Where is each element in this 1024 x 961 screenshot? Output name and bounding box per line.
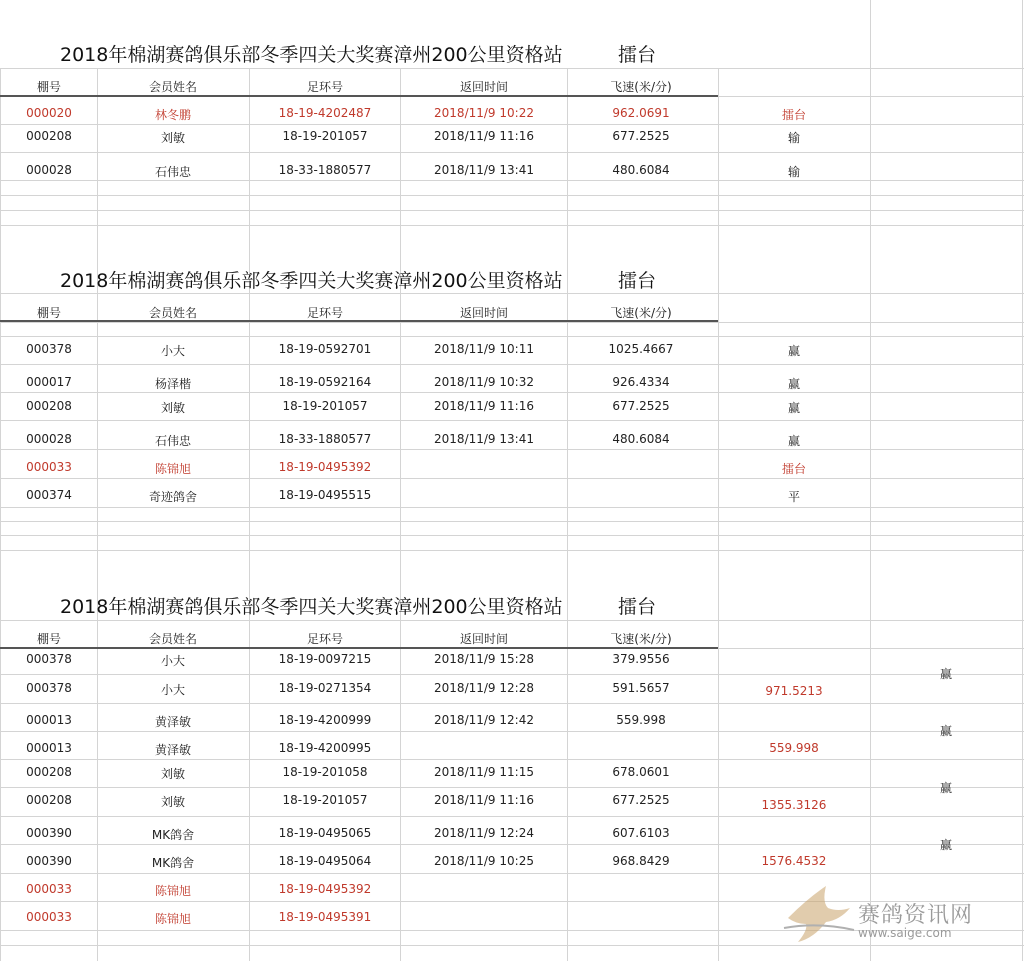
grid-column-line: [567, 68, 568, 961]
grid-row-line: [0, 124, 718, 125]
grid-row-line: [718, 210, 1024, 211]
table-cell-ring: 18-19-4200995: [278, 741, 372, 755]
table-cell-ring: 18-19-0495392: [278, 460, 372, 474]
grid-row-line: [0, 731, 718, 732]
grid-row-line: [0, 392, 718, 393]
table-cell-name: 陈锦旭: [154, 912, 192, 926]
table-cell-name: 石伟忠: [154, 165, 192, 179]
pigeon-icon: [778, 878, 858, 948]
grid-row-line: [0, 787, 718, 788]
grid-row-line: [0, 478, 718, 479]
table-cell-ring: 18-19-0592701: [278, 342, 372, 356]
grid-row-line: [0, 449, 718, 450]
grid-row-line: [718, 420, 1024, 421]
grid-row-line: [718, 152, 1024, 153]
grid-row-line: [0, 620, 718, 621]
header-underline: [0, 320, 718, 322]
grid-row-line: [0, 674, 718, 675]
table-cell-time: 2018/11/9 10:25: [434, 854, 534, 868]
pair-total-speed: 971.5213: [765, 684, 823, 698]
pair-total-speed: 1355.3126: [761, 798, 827, 812]
result-cell: 赢: [787, 401, 801, 415]
result-cell: 赢: [787, 434, 801, 448]
table-cell-ring: 18-19-201057: [282, 129, 368, 143]
pair-result: 赢: [939, 667, 953, 681]
result-cell: 赢: [787, 377, 801, 391]
grid-row-line: [718, 478, 1024, 479]
section-title: 2018年棉湖赛鸽俱乐部冬季四关大奖赛漳州200公里资格站: [60, 596, 563, 618]
table-cell-time: 2018/11/9 11:16: [434, 399, 534, 413]
column-header: 足环号: [306, 80, 344, 94]
table-cell-ring: 18-19-4200999: [278, 713, 372, 727]
table-cell-name: MK鸽舍: [151, 856, 195, 870]
column-header: 棚号: [36, 306, 62, 320]
grid-row-line: [718, 550, 1024, 551]
table-cell-ring: 18-19-0271354: [278, 681, 372, 695]
table-cell-ring: 18-19-0495391: [278, 910, 372, 924]
grid-row-line: [0, 535, 718, 536]
grid-row-line: [0, 152, 718, 153]
table-cell-shed: 000013: [26, 741, 72, 755]
table-cell-shed: 000033: [26, 460, 72, 474]
table-cell-time: 2018/11/9 12:24: [434, 826, 534, 840]
table-cell-speed: 480.6084: [612, 163, 670, 177]
table-cell-shed: 000028: [26, 163, 72, 177]
table-cell-time: 2018/11/9 12:42: [434, 713, 534, 727]
table-cell-ring: 18-19-201057: [282, 793, 368, 807]
table-cell-shed: 000020: [26, 106, 72, 120]
table-cell-name: 奇迹鸽舍: [148, 490, 198, 504]
table-cell-ring: 18-19-0592164: [278, 375, 372, 389]
grid-row-line: [718, 195, 1024, 196]
grid-row-line: [718, 322, 1024, 323]
column-header: 返回时间: [459, 80, 509, 94]
pair-result: 赢: [939, 781, 953, 795]
table-cell-ring: 18-19-0495515: [278, 488, 372, 502]
grid-column-line: [249, 68, 250, 961]
table-cell-speed: 677.2525: [612, 793, 670, 807]
column-header: 会员姓名: [148, 306, 198, 320]
table-cell-ring: 18-19-201057: [282, 399, 368, 413]
grid-row-line: [718, 392, 1024, 393]
column-header: 足环号: [306, 632, 344, 646]
table-cell-speed: 607.6103: [612, 826, 670, 840]
grid-row-line: [0, 322, 718, 323]
table-cell-name: 小大: [160, 683, 186, 697]
grid-row-line: [718, 225, 1024, 226]
table-cell-name: 石伟忠: [154, 434, 192, 448]
table-cell-speed: 480.6084: [612, 432, 670, 446]
watermark-text: 赛鸽资讯网: [858, 903, 974, 928]
table-cell-time: 2018/11/9 13:41: [434, 163, 534, 177]
grid-row-line: [0, 68, 718, 69]
result-cell: 擂台: [781, 462, 807, 476]
column-header: 返回时间: [459, 306, 509, 320]
grid-row-line: [0, 225, 718, 226]
grid-row-line: [0, 550, 718, 551]
grid-row-line: [0, 336, 718, 337]
table-cell-shed: 000208: [26, 765, 72, 779]
table-cell-shed: 000033: [26, 882, 72, 896]
table-cell-time: 2018/11/9 15:28: [434, 652, 534, 666]
pair-result: 赢: [939, 724, 953, 738]
leitai-label: 擂台: [618, 44, 657, 66]
pair-total-speed: 1576.4532: [761, 854, 827, 868]
grid-row-line: [718, 844, 1024, 845]
grid-row-line: [718, 620, 1024, 621]
table-cell-ring: 18-19-201058: [282, 765, 368, 779]
grid-column-line: [718, 68, 719, 961]
table-cell-speed: 559.998: [616, 713, 666, 727]
table-cell-time: 2018/11/9 11:16: [434, 129, 534, 143]
table-cell-time: 2018/11/9 11:15: [434, 765, 534, 779]
table-cell-shed: 000378: [26, 681, 72, 695]
table-cell-time: 2018/11/9 10:11: [434, 342, 534, 356]
grid-row-line: [0, 195, 718, 196]
grid-row-line: [0, 844, 718, 845]
grid-row-line: [0, 945, 718, 946]
grid-row-line: [718, 648, 1024, 649]
leitai-label: 擂台: [618, 596, 657, 618]
table-cell-name: 陈锦旭: [154, 462, 192, 476]
grid-column-line: [97, 68, 98, 961]
table-cell-name: 陈锦旭: [154, 884, 192, 898]
table-cell-name: 刘敏: [160, 795, 186, 809]
table-cell-name: 杨泽楷: [154, 377, 192, 391]
table-cell-shed: 000378: [26, 342, 72, 356]
column-header: 飞速(米/分): [610, 632, 672, 646]
table-cell-ring: 18-19-4202487: [278, 106, 372, 120]
table-cell-shed: 000013: [26, 713, 72, 727]
grid-row-line: [0, 507, 718, 508]
grid-row-line: [0, 759, 718, 760]
table-cell-speed: 591.5657: [612, 681, 670, 695]
table-cell-shed: 000390: [26, 854, 72, 868]
leitai-label: 擂台: [618, 270, 657, 292]
table-cell-name: 小大: [160, 654, 186, 668]
table-cell-ring: 18-19-0097215: [278, 652, 372, 666]
result-cell: 输: [787, 131, 801, 145]
grid-row-line: [0, 901, 718, 902]
grid-row-line: [0, 816, 718, 817]
table-cell-shed: 000028: [26, 432, 72, 446]
grid-row-line: [0, 930, 718, 931]
grid-row-line: [718, 336, 1024, 337]
table-cell-speed: 379.9556: [612, 652, 670, 666]
column-header: 飞速(米/分): [610, 306, 672, 320]
grid-row-line: [0, 180, 718, 181]
grid-row-line: [0, 364, 718, 365]
column-header: 棚号: [36, 632, 62, 646]
grid-row-line: [718, 124, 1024, 125]
grid-row-line: [718, 731, 1024, 732]
table-cell-time: 2018/11/9 11:16: [434, 793, 534, 807]
result-cell: 平: [787, 490, 801, 504]
table-cell-time: 2018/11/9 12:28: [434, 681, 534, 695]
table-cell-speed: 1025.4667: [608, 342, 674, 356]
table-cell-time: 2018/11/9 10:22: [434, 106, 534, 120]
grid-row-line: [0, 873, 718, 874]
table-cell-shed: 000208: [26, 129, 72, 143]
grid-row-line: [718, 535, 1024, 536]
result-cell: 输: [787, 165, 801, 179]
grid-row-line: [0, 521, 718, 522]
section-title: 2018年棉湖赛鸽俱乐部冬季四关大奖赛漳州200公里资格站: [60, 270, 563, 292]
table-cell-ring: 18-33-1880577: [278, 163, 372, 177]
grid-row-line: [718, 759, 1024, 760]
table-cell-ring: 18-19-0495065: [278, 826, 372, 840]
table-cell-ring: 18-33-1880577: [278, 432, 372, 446]
table-cell-speed: 677.2525: [612, 399, 670, 413]
grid-row-line: [718, 449, 1024, 450]
grid-column-line: [0, 68, 1, 961]
grid-row-line: [0, 293, 718, 294]
grid-row-line: [718, 96, 1024, 97]
table-cell-name: 黄泽敏: [154, 743, 192, 757]
table-cell-shed: 000033: [26, 910, 72, 924]
table-cell-name: 黄泽敏: [154, 715, 192, 729]
grid-row-line: [718, 873, 1024, 874]
grid-row-line: [718, 674, 1024, 675]
column-header: 飞速(米/分): [610, 80, 672, 94]
table-cell-shed: 000208: [26, 399, 72, 413]
table-cell-name: 刘敏: [160, 401, 186, 415]
column-header: 足环号: [306, 306, 344, 320]
table-cell-speed: 968.8429: [612, 854, 670, 868]
table-cell-name: 刘敏: [160, 131, 186, 145]
header-underline: [0, 647, 718, 649]
table-cell-name: 小大: [160, 344, 186, 358]
grid-row-line: [718, 364, 1024, 365]
table-cell-name: MK鸽舍: [151, 828, 195, 842]
pair-result: 赢: [939, 838, 953, 852]
column-header: 会员姓名: [148, 632, 198, 646]
column-header: 会员姓名: [148, 80, 198, 94]
grid-row-line: [718, 293, 1024, 294]
table-cell-speed: 962.0691: [612, 106, 670, 120]
table-cell-name: 刘敏: [160, 767, 186, 781]
grid-row-line: [718, 507, 1024, 508]
result-cell: 擂台: [781, 108, 807, 122]
column-header: 返回时间: [459, 632, 509, 646]
grid-row-line: [0, 210, 718, 211]
table-cell-time: 2018/11/9 13:41: [434, 432, 534, 446]
result-cell: 赢: [787, 344, 801, 358]
watermark-url: www.saige.com: [858, 926, 952, 940]
grid-row-line: [0, 703, 718, 704]
pair-total-speed: 559.998: [769, 741, 819, 755]
table-cell-shed: 000208: [26, 793, 72, 807]
grid-row-line: [718, 521, 1024, 522]
table-cell-speed: 677.2525: [612, 129, 670, 143]
table-cell-speed: 926.4334: [612, 375, 670, 389]
grid-column-line: [400, 68, 401, 961]
table-cell-ring: 18-19-0495064: [278, 854, 372, 868]
grid-row-line: [718, 816, 1024, 817]
table-cell-shed: 000017: [26, 375, 72, 389]
section-title: 2018年棉湖赛鸽俱乐部冬季四关大奖赛漳州200公里资格站: [60, 44, 563, 66]
table-cell-ring: 18-19-0495392: [278, 882, 372, 896]
table-cell-shed: 000378: [26, 652, 72, 666]
grid-row-line: [0, 420, 718, 421]
column-header: 棚号: [36, 80, 62, 94]
grid-row-line: [718, 180, 1024, 181]
table-cell-speed: 678.0601: [612, 765, 670, 779]
table-cell-name: 林冬鹏: [154, 108, 192, 122]
grid-row-line: [718, 68, 1024, 69]
grid-row-line: [718, 703, 1024, 704]
table-cell-time: 2018/11/9 10:32: [434, 375, 534, 389]
header-underline: [0, 95, 718, 97]
table-cell-shed: 000390: [26, 826, 72, 840]
grid-row-line: [718, 787, 1024, 788]
table-cell-shed: 000374: [26, 488, 72, 502]
